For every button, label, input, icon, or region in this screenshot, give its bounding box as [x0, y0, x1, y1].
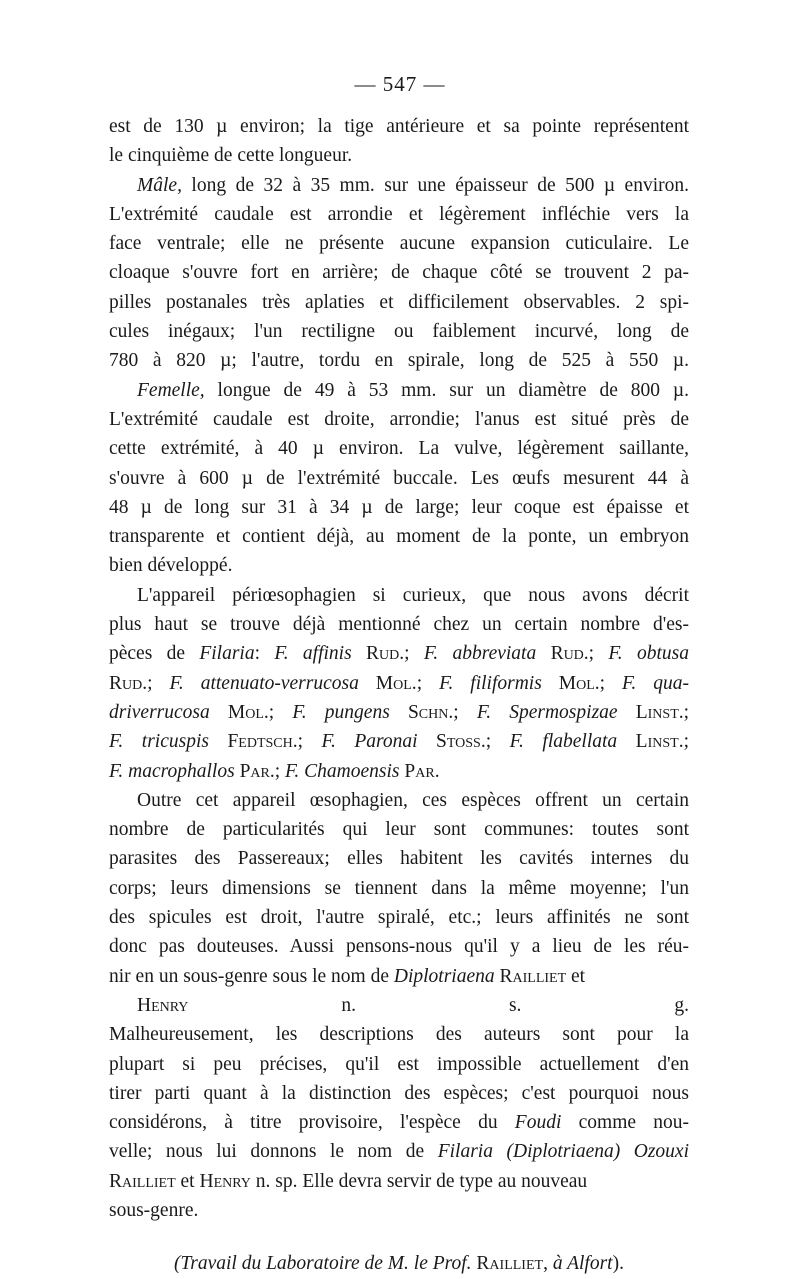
text-run: 48 µ de long sur 31 à 34 µ de large; leur coque est épaisse et	[109, 496, 689, 518]
text-line	[109, 610, 689, 639]
text-line	[109, 1196, 689, 1225]
text-run	[418, 731, 437, 752]
text-run: tirer parti quant à la distinction des espèces; c'est pourquoi nous	[109, 1082, 689, 1104]
italic-text: Foudi	[514, 1112, 562, 1134]
italic-text: Mâle,	[137, 174, 182, 196]
text-line	[109, 815, 689, 844]
text-line	[109, 200, 689, 229]
text-line	[109, 1167, 689, 1196]
text-run: ;	[404, 643, 424, 665]
text-run: Outre cet appareil œsophagien, ces espèces offrent un certain	[137, 789, 689, 811]
text-line	[109, 669, 689, 698]
text-line	[109, 1108, 689, 1137]
text-run: Malheureusement, les descriptions des auteurs sont pour la	[109, 1024, 689, 1046]
italic-text: Filaria	[199, 643, 255, 665]
author-name: Schn.	[407, 701, 454, 723]
text-run	[617, 731, 636, 752]
italic-text: driverrucosa	[109, 701, 210, 723]
author-name: Henry	[199, 1170, 251, 1192]
author-name: Par.	[239, 760, 275, 782]
italic-text: F. tricuspis	[109, 731, 209, 753]
author-name: Mol.	[375, 672, 417, 694]
text-run: ;	[683, 701, 690, 723]
text-run: transparente et contient déjà, au moment de la ponte, un embryon	[109, 526, 689, 548]
text-run	[210, 702, 228, 723]
text-run: nombre de particularités qui leur sont communes: toutes sont	[109, 819, 689, 841]
text-run: long de 32 à 35 mm. sur une épaisseur de 500 µ environ.	[181, 174, 689, 196]
text-run: ;	[683, 731, 689, 753]
text-run: nir en un sous-genre sous le nom de	[109, 965, 394, 987]
text-run: sous-genre.	[109, 1199, 199, 1221]
text-line	[109, 1079, 689, 1108]
italic-text: F. affinis	[274, 643, 352, 665]
text-run: 780 à 820 µ; l'autre, tordu en spirale, long de 525 à 550 µ.	[109, 350, 689, 372]
text-run: longue de 49 à 53 mm. sur un diamètre de 800 µ.	[204, 379, 689, 401]
text-line	[109, 903, 689, 932]
author-name: Fedtsch.	[227, 731, 298, 753]
text-run: :	[254, 643, 275, 665]
text-run: L'extrémité caudale est arrondie et légèrement infléchie vers la	[109, 203, 689, 225]
text-run: cloaque s'ouvre fort en arrière; de chaque côté se trouvent 2 pa-	[109, 262, 689, 284]
text-line	[109, 522, 689, 551]
text-run: s'ouvre à 600 µ de l'extrémité buccale. Les œufs mesurent 44 à	[109, 467, 689, 489]
author-name: Mol.	[558, 672, 600, 694]
text-line	[109, 376, 689, 405]
text-line	[109, 932, 689, 961]
text-run: pèces de	[109, 643, 200, 665]
text-run: bien développé.	[109, 555, 233, 577]
text-line	[109, 112, 689, 141]
text-run	[536, 643, 550, 664]
text-line	[109, 551, 689, 580]
text-line	[109, 844, 689, 873]
text-line	[109, 639, 689, 668]
text-line	[109, 1137, 689, 1166]
text-line	[109, 727, 689, 756]
text-run	[359, 673, 376, 694]
text-run: L'appareil périœsophagien si curieux, que nous avons décrit	[137, 584, 689, 606]
text-line	[109, 991, 689, 1020]
italic-text: Femelle,	[137, 379, 205, 401]
text-run: corps; leurs dimensions se tiennent dans la même moyenne; l'un	[109, 877, 689, 899]
italic-text: F. obtusa	[608, 643, 690, 665]
italic-text: (Travail du Laboratoire de M. le Prof.	[174, 1253, 472, 1275]
text-run: ;	[453, 701, 477, 723]
text-line	[109, 962, 689, 991]
text-line	[109, 698, 689, 727]
text-run: considérons, à titre provisoire, l'espèce du	[109, 1112, 515, 1134]
text-run: et	[566, 965, 586, 987]
text-line	[109, 258, 689, 287]
author-name: Railliet	[499, 965, 567, 987]
page-number: — 547 —	[354, 72, 446, 96]
author-name: Rud.	[366, 643, 405, 665]
italic-text: F. pungens	[292, 701, 390, 723]
text-line	[109, 757, 689, 786]
text-run	[352, 643, 366, 664]
author-name: Stoss.	[436, 731, 486, 753]
text-run: ;	[274, 760, 286, 782]
italic-text: F. Chamoensis	[285, 760, 400, 782]
italic-text: F. abbreviata	[423, 643, 537, 665]
italic-text: F. Paronai	[321, 731, 418, 753]
author-name: Linst.	[635, 701, 684, 723]
text-lines	[109, 112, 689, 1225]
body-text	[109, 112, 689, 1279]
text-run	[209, 731, 228, 752]
italic-text: F. qua-	[622, 672, 689, 694]
text-run: des spicules est droit, l'autre spiralé, etc.; leurs affinités ne sont	[109, 907, 689, 929]
text-run: comme nou-	[561, 1112, 689, 1134]
author-name: Rud.	[109, 672, 148, 694]
text-run: cules inégaux; l'un rectiligne ou faiblement incurvé, long de	[109, 321, 689, 343]
text-line	[109, 581, 689, 610]
text-run: ;	[416, 672, 440, 694]
text-run: ;	[297, 731, 322, 753]
text-line	[109, 464, 689, 493]
text-run: ).	[612, 1253, 624, 1275]
author-name: Linst.	[635, 731, 684, 753]
italic-text: F. macrophallos	[109, 760, 235, 782]
credit-line	[109, 1249, 689, 1278]
text-line	[109, 1050, 689, 1079]
text-run: ;	[599, 672, 623, 694]
italic-text: à Alfort	[552, 1253, 613, 1275]
text-run: cette extrémité, à 40 µ environ. La vulve, légèrement saillante,	[109, 438, 689, 460]
text-run: n. s. g.	[188, 994, 689, 1016]
author-name: Par.	[404, 760, 440, 782]
text-line	[109, 141, 689, 170]
author-name: Rud.	[550, 643, 589, 665]
text-run: est de 130 µ environ; la tige antérieure et sa pointe représentent	[109, 116, 689, 137]
text-line	[109, 434, 689, 463]
text-run: plupart si peu précises, qu'il est impossible actuellement d'en	[109, 1053, 689, 1075]
text-run: plus haut se trouve déjà mentionné chez un certain nombre d'es-	[109, 614, 689, 636]
italic-text: Filaria (Diplotriaena) Ozouxi	[437, 1141, 689, 1163]
text-line	[109, 786, 689, 815]
text-run: ;	[268, 701, 293, 723]
text-run: ;	[485, 731, 510, 753]
text-run: donc pas douteuses. Aussi pensons-nous qu'il y a lieu de les réu-	[109, 936, 689, 958]
author-name: Railliet	[476, 1253, 544, 1275]
text-run	[542, 673, 559, 694]
italic-text: F. filiformis	[439, 672, 542, 694]
text-line	[109, 874, 689, 903]
text-run: ;	[147, 672, 170, 694]
text-line	[109, 346, 689, 375]
italic-text: F. attenuato-verrucosa	[169, 672, 359, 694]
text-line	[109, 171, 689, 200]
spacer	[109, 1225, 689, 1249]
text-run: velle; nous lui donnons le nom de	[109, 1141, 438, 1163]
text-line	[109, 493, 689, 522]
author-name: Mol.	[227, 701, 269, 723]
text-line	[109, 317, 689, 346]
text-run	[390, 702, 408, 723]
text-run: n. sp. Elle devra servir de type au nouveau	[250, 1170, 588, 1192]
text-line	[109, 288, 689, 317]
italic-text: F. Spermospizae	[476, 701, 618, 723]
text-run	[618, 702, 636, 723]
italic-text: Diplotriaena	[393, 965, 495, 987]
text-run: parasites des Passereaux; elles habitent les cavités internes du	[109, 848, 689, 870]
text-line	[109, 1020, 689, 1049]
italic-text: F. flabellata	[509, 731, 618, 753]
text-run: le cinquième de cette longueur.	[109, 145, 353, 167]
text-run: ,	[543, 1253, 553, 1275]
text-run: et	[175, 1170, 200, 1192]
text-run: face ventrale; elle ne présente aucune expansion cuticulaire. Le	[109, 233, 689, 255]
text-run: pilles postanales très aplaties et difficilement observables. 2 spi-	[109, 291, 689, 313]
text-run: ;	[588, 643, 609, 665]
text-line	[109, 229, 689, 258]
author-name: Henry	[137, 994, 189, 1016]
text-run: L'extrémité caudale est droite, arrondie; l'anus est situé près de	[109, 408, 689, 430]
author-name: Railliet	[109, 1170, 176, 1192]
text-line	[109, 405, 689, 434]
